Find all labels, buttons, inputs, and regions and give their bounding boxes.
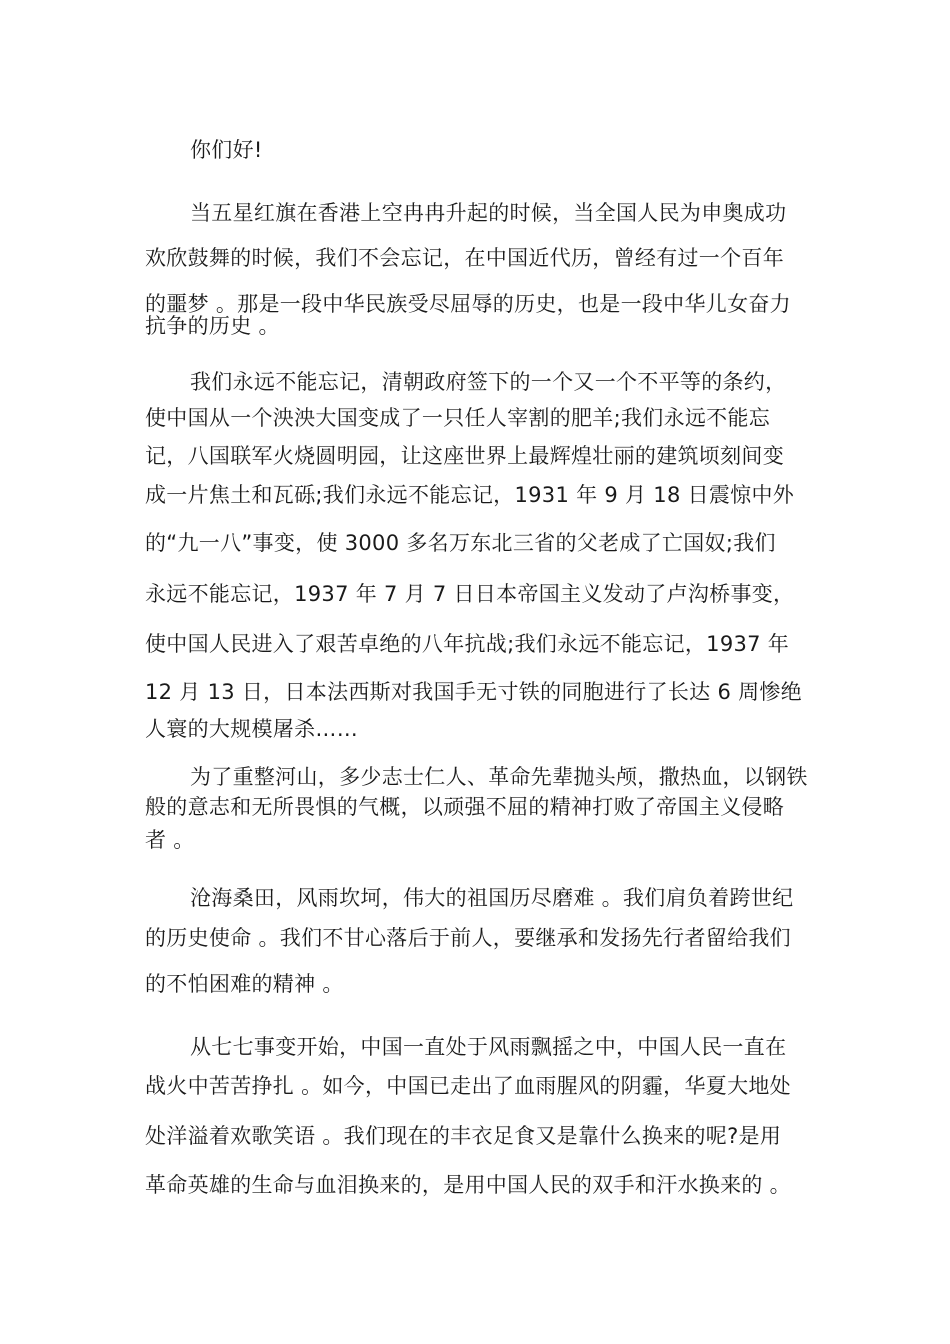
- paragraph-line: 成一片焦土和瓦砾;我们永远不能忘记，1931 年 9 月 18 日震惊中外: [145, 483, 795, 507]
- paragraph-line: 为了重整河山，多少志士仁人、革命先辈抛头颅，撒热血，以钢铁: [190, 765, 808, 789]
- paragraph-line: 沧海桑田，风雨坎坷，伟大的祖国历尽磨难 。我们肩负着跨世纪: [190, 886, 794, 910]
- paragraph-line: 的“九一八”事变，使 3000 多名万东北三省的父老成了亡国奴;我们: [145, 531, 776, 555]
- paragraph-line: 抗争的历史 。: [145, 314, 280, 338]
- paragraph-line: 的不怕困难的精神 。: [145, 972, 344, 996]
- paragraph-line: 的历史使命 。我们不甘心落后于前人，要继承和发扬先行者留给我们: [145, 926, 791, 950]
- paragraph-line: 人寰的大规模屠杀……: [145, 717, 358, 741]
- paragraph-line: 12 月 13 日，日本法西斯对我国手无寸铁的同胞进行了长达 6 周惨绝: [145, 680, 802, 704]
- paragraph-line: 者 。: [145, 828, 195, 852]
- greeting: 你们好!: [190, 138, 263, 162]
- paragraph-line: 处洋溢着欢歌笑语 。我们现在的丰衣足食又是靠什么换来的呢?是用: [145, 1124, 782, 1148]
- paragraph-line: 记，八国联军火烧圆明园，让这座世界上最辉煌壮丽的建筑顷刻间变: [145, 444, 784, 468]
- paragraph-line: 革命英雄的生命与血泪换来的，是用中国人民的双手和汗水换来的 。: [145, 1173, 791, 1197]
- paragraph-line: 从七七事变开始，中国一直处于风雨飘摇之中，中国人民一直在: [190, 1035, 787, 1059]
- paragraph-line: 永远不能忘记，1937 年 7 月 7 日日本帝国主义发动了卢沟桥事变，: [145, 582, 795, 606]
- paragraph-line: 使中国从一个泱泱大国变成了一只任人宰割的肥羊;我们永远不能忘: [145, 406, 771, 430]
- paragraph-line: 欢欣鼓舞的时候，我们不会忘记，在中国近代历，曾经有过一个百年: [145, 246, 784, 270]
- paragraph-line: 我们永远不能忘记，清朝政府签下的一个又一个不平等的条约，: [190, 370, 787, 394]
- paragraph-line: 的噩梦 。那是一段中华民族受尽屈辱的历史，也是一段中华儿女奋力: [145, 292, 791, 316]
- paragraph-line: 使中国人民进入了艰苦卓绝的八年抗战;我们永远不能忘记，1937 年: [145, 632, 790, 656]
- paragraph-line: 般的意志和无所畏惧的气概，以顽强不屈的精神打败了帝国主义侵略: [145, 795, 784, 819]
- paragraph-line: 战火中苦苦挣扎 。如今，中国已走出了血雨腥风的阴霾，华夏大地处: [145, 1074, 791, 1098]
- paragraph-line: 当五星红旗在香港上空冉冉升起的时候，当全国人民为申奥成功: [190, 201, 787, 225]
